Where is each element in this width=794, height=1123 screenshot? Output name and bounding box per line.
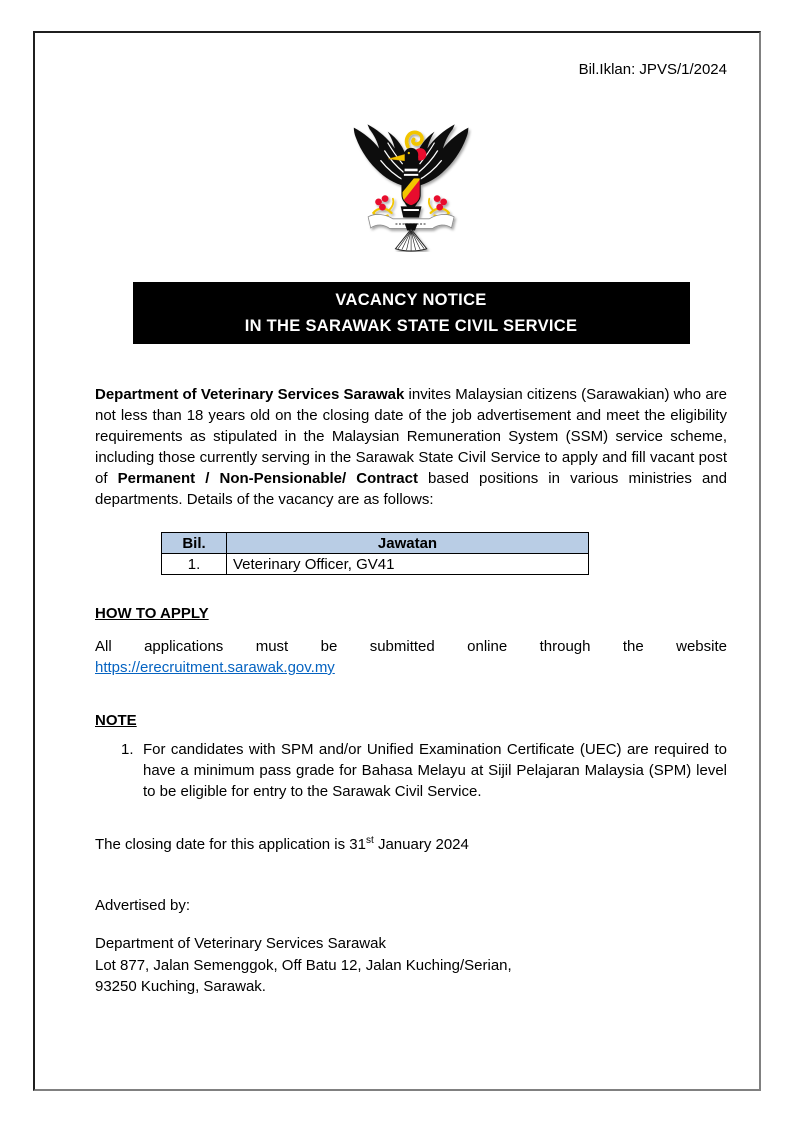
- vacancy-table: [161, 532, 589, 575]
- sarawak-state-crest-icon: [346, 114, 476, 252]
- intro-paragraph: [95, 384, 727, 510]
- intro-post-type: Permanent / Non-Pensionable/ Contract: [117, 470, 418, 487]
- banner-title-line1: VACANCY NOTICE: [335, 291, 487, 309]
- closing-date-suffix: January 2024: [373, 836, 469, 853]
- advertiser-address-line2: 93250 Kuching, Sarawak.: [95, 978, 266, 995]
- closing-date-line: [95, 834, 727, 855]
- note-heading: NOTE: [95, 712, 137, 729]
- vacancy-notice-banner: [133, 282, 690, 344]
- advertiser-address-line1: Lot 877, Jalan Semenggok, Off Batu 12, Jalan Kuching/Serian,: [95, 956, 512, 974]
- advertiser-name: Department of Veterinary Services Sarawak: [95, 935, 386, 952]
- closing-date-ordinal: st: [366, 835, 374, 846]
- column-header-jawatan: Jawatan: [227, 533, 589, 554]
- how-to-apply-heading: HOW TO APPLY: [95, 605, 209, 622]
- table-row: [162, 554, 589, 575]
- job-title-cell: Veterinary Officer, GV41: [227, 554, 589, 575]
- how-to-apply-body: All applications must be submitted online through the website: [95, 638, 727, 655]
- page-content: [35, 33, 759, 998]
- page-border: [33, 31, 761, 1091]
- note-item-text: For candidates with SPM and/or Unified Examination Certificate (UEC) are required to have a minimum pass grade for Bahasa Melayu at Sijil Pelajaran Malaysia (SPM) level to be eligible for entry to the Sarawak Civil Service.: [143, 741, 727, 800]
- table-header-row: [162, 533, 589, 554]
- column-header-bil: Bil.: [162, 533, 227, 554]
- advertised-by-label: Advertised by:: [95, 897, 191, 914]
- apply-link-line: [95, 657, 727, 678]
- closing-date-prefix: The closing date for this application is 31: [95, 836, 366, 853]
- banner-title-line2: IN THE SARAWAK STATE CIVIL SERVICE: [244, 317, 578, 335]
- intro-text-1: invites Malaysian citizens (Sarawakian) who are not less than 18 years old on the closing date of the job advertisement and meet the eligibility requirements as stipulated in the Malaysian Remuneration System (SSM) service scheme, including those currently serving in the Sarawak State Civil Service to apply and fill vacant post of: [95, 386, 727, 487]
- advertiser-address-block: [95, 933, 727, 998]
- row-number-cell: 1.: [162, 554, 227, 575]
- advert-reference-number: Bil.Iklan: JPVS/1/2024: [578, 61, 727, 78]
- crest-container: [95, 114, 727, 252]
- erecruitment-link[interactable]: https://erecruitment.sarawak.gov.my: [95, 659, 335, 676]
- note-item-1: [121, 739, 727, 802]
- intro-department-name: Department of Veterinary Services Sarawak: [95, 386, 405, 403]
- note-item-number: 1.: [121, 741, 134, 758]
- intro-text-2: based positions in various ministries and departments. Details of the vacancy are as follows:: [95, 470, 727, 508]
